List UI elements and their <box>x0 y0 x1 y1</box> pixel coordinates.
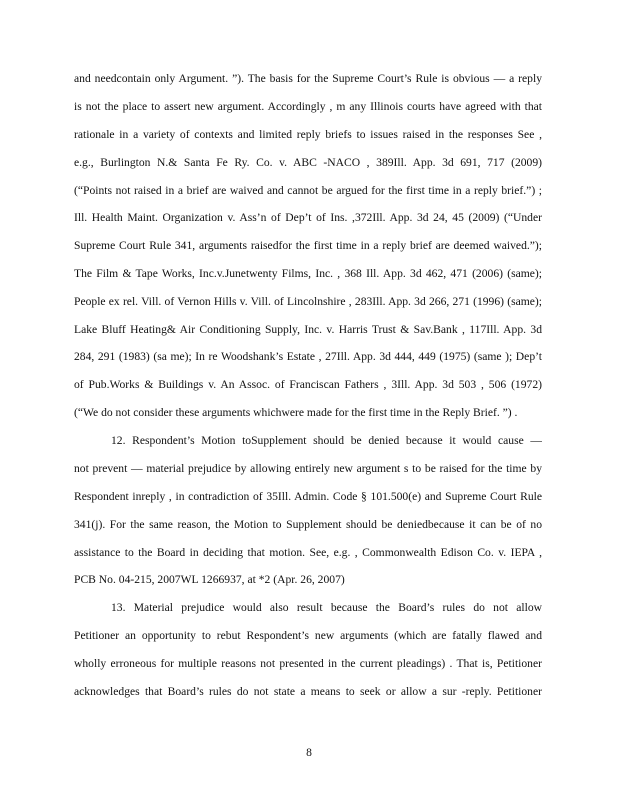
text-line-4: e.g., Burlington N.& Santa Fe Ry. Co. v. ABC -NACO , 389Ill. App. 3d 691, 717 (2009) <box>74 156 542 169</box>
text-line-1: and needcontain only Argument. ”). The basis for the Supreme Court’s Rule is obvious — a reply <box>74 72 542 85</box>
text-line-22: wholly erroneous for multiple reasons not presented in the current pleadings) . That is, Petitioner <box>74 657 542 670</box>
text-line-10: Lake Bluff Heating& Air Conditioning Supply, Inc. v. Harris Trust & Sav.Bank , 117Ill. App. 3d <box>74 323 542 336</box>
page-number: 8 <box>306 746 312 759</box>
text-line-3: rationale in a variety of contexts and limited reply briefs to issues raised in the responses See , <box>74 128 542 141</box>
text-line-12: of Pub.Works & Buildings v. An Assoc. of Franciscan Fathers , 3Ill. App. 3d 503 , 506 (1972) <box>74 378 542 391</box>
text-line-6: Ill. Health Maint. Organization v. Ass’n of Dep’t of Ins. ,372Ill. App. 3d 24, 45 (2009) (“Under <box>74 211 542 224</box>
text-line-19: PCB No. 04-215, 2007WL 1266937, at *2 (Apr. 26, 2007) <box>74 573 345 586</box>
text-line-7: Supreme Court Rule 341, arguments raisedfor the first time in a reply brief are deemed waived.”); <box>74 239 542 252</box>
text-line-18: assistance to the Board in deciding that motion. See, e.g. , Commonwealth Edison Co. v. IEPA , <box>74 546 542 559</box>
text-line-11: 284, 291 (1983) (sa me); In re Woodshank’s Estate , 27Ill. App. 3d 444, 449 (1975) (same ); Dep’t <box>74 350 542 363</box>
text-line-5: (“Points not raised in a brief are waived and cannot be argued for the first time in a reply brief.”) ; <box>74 184 542 197</box>
text-line-13: (“We do not consider these arguments whichwere made for the first time in the Reply Brief. ”) . <box>74 406 518 419</box>
text-line-16: Respondent inreply , in contradiction of 35Ill. Admin. Code § 101.500(e) and Supreme Court Rule <box>74 490 542 503</box>
text-line-9: People ex rel. Vill. of Vernon Hills v. Vill. of Lincolnshire , 283Ill. App. 3d 266, 271 (1996) (same); <box>74 295 542 308</box>
paragraph-12-first-line: 12. Respondent’s Motion toSupplement should be denied because it would cause — <box>111 434 542 447</box>
text-line-8: The Film & Tape Works, Inc.v.Junetwenty Films, Inc. , 368 Ill. App. 3d 462, 471 (2006) (same); <box>74 267 542 280</box>
paragraph-13-first-line: 13. Material prejudice would also result because the Board’s rules do not allow <box>111 601 542 614</box>
text-line-23: acknowledges that Board’s rules do not state a means to seek or allow a sur -reply. Petitioner <box>74 685 542 698</box>
text-line-2: is not the place to assert new argument. Accordingly , m any Illinois courts have agreed with that <box>74 100 542 113</box>
text-line-21: Petitioner an opportunity to rebut Respondent’s new arguments (which are fatally flawed and <box>74 629 542 642</box>
text-line-15: not prevent — material prejudice by allowing entirely new argument s to be raised for the time by <box>74 462 542 475</box>
text-line-17: 341(j). For the same reason, the Motion to Supplement should be deniedbecause it can be of no <box>74 518 542 531</box>
